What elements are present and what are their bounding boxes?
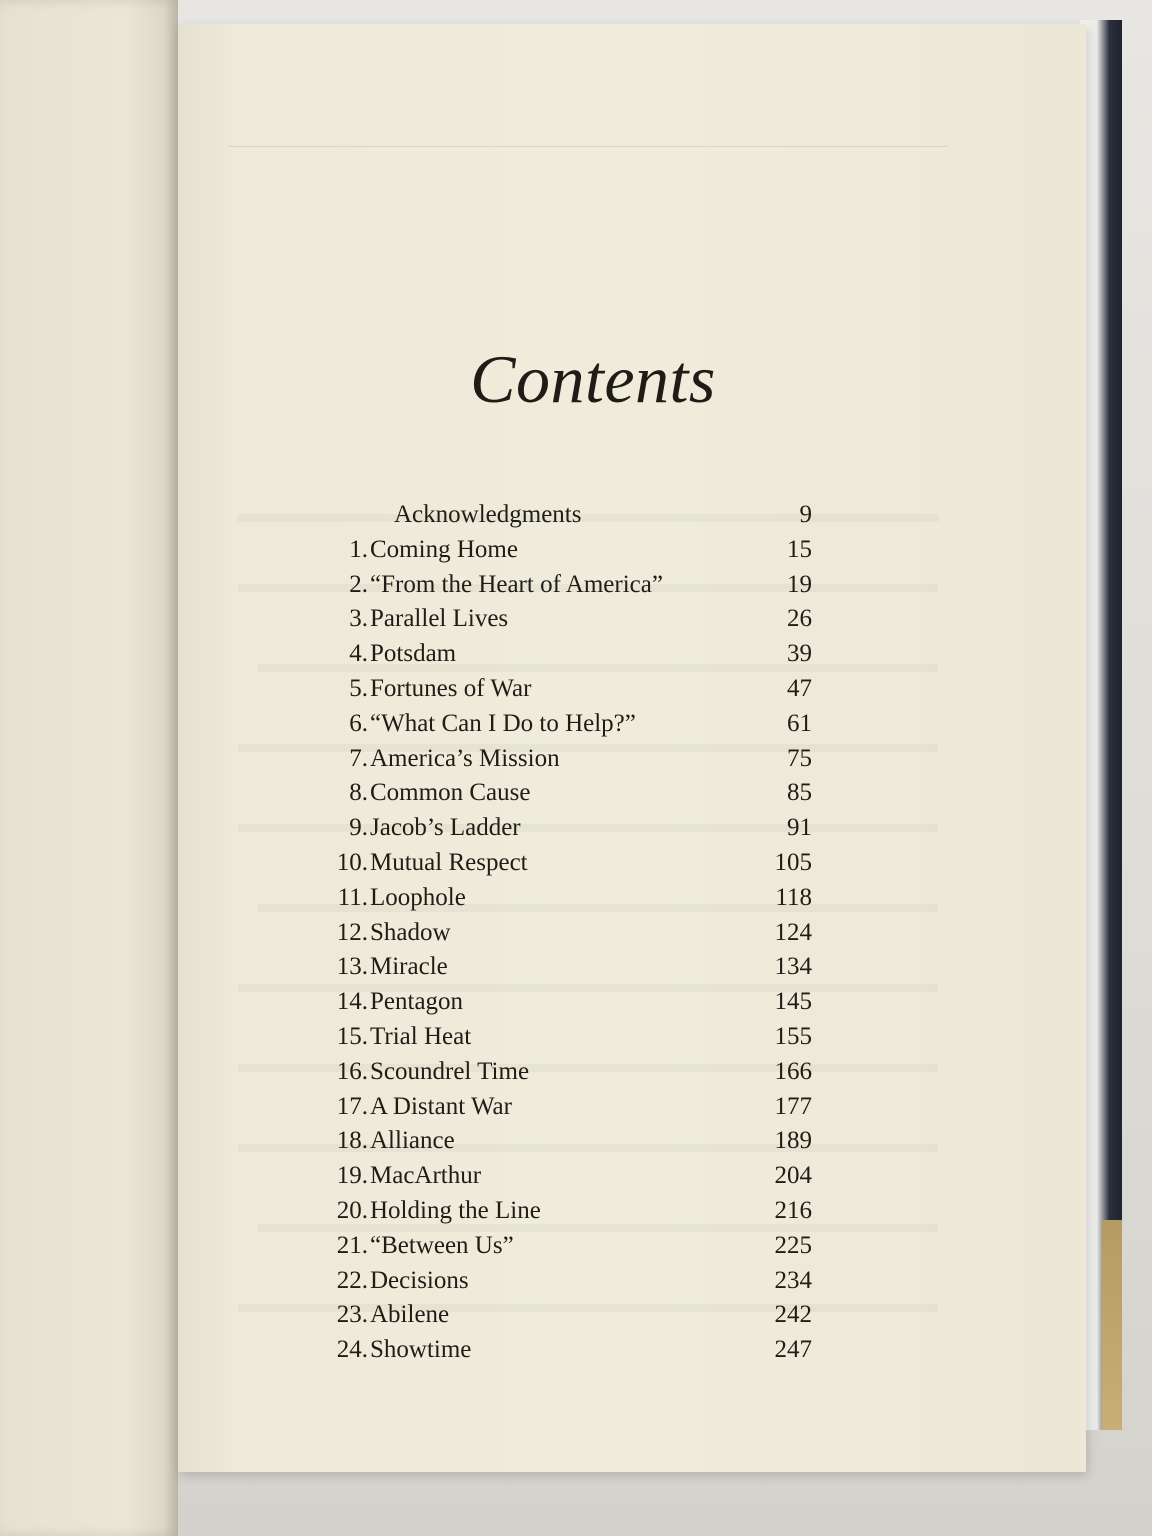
chapter-number: 20. (336, 1196, 368, 1224)
page-number: 216 (774, 1196, 812, 1224)
ghost-header-rule (228, 146, 948, 147)
chapter-number: 9. (349, 814, 368, 842)
chapter-number: 7. (349, 744, 368, 772)
page-number: 204 (774, 1162, 812, 1190)
toc-entry (328, 1264, 828, 1299)
toc-entry (328, 602, 828, 637)
left-facing-page (0, 0, 178, 1536)
chapter-number: 19. (336, 1162, 368, 1190)
page-number: 118 (775, 883, 812, 911)
chapter-title: MacArthur (370, 1162, 482, 1190)
toc-entry (328, 1333, 828, 1368)
toc-entry (328, 916, 828, 951)
chapter-number: 24. (336, 1336, 368, 1364)
chapter-number: 10. (336, 848, 368, 876)
page-number: 9 (799, 501, 812, 528)
chapter-title: Fortunes of War (370, 674, 532, 702)
table-of-contents (328, 498, 828, 1368)
chapter-number: 15. (336, 1022, 368, 1050)
chapter-title: Miracle (370, 953, 448, 981)
page-number: 145 (774, 988, 812, 1016)
page-number: 26 (787, 605, 812, 633)
chapter-number: 21. (336, 1231, 368, 1259)
toc-entry (328, 985, 828, 1020)
page-number: 155 (774, 1022, 812, 1050)
toc-entry (328, 776, 828, 811)
page-number: 85 (787, 779, 812, 807)
toc-entry (328, 1229, 828, 1264)
page-number: 166 (774, 1057, 812, 1085)
chapter-number: 11. (337, 883, 368, 911)
chapter-number: 8. (349, 779, 368, 807)
toc-entry (328, 811, 828, 846)
chapter-number: 13. (336, 953, 368, 981)
chapter-title: Decisions (370, 1266, 469, 1294)
chapter-title: Shadow (370, 918, 451, 946)
chapter-number: 23. (336, 1301, 368, 1329)
toc-entry (328, 1159, 828, 1194)
page-number: 19 (787, 570, 812, 598)
chapter-number: 6. (349, 709, 368, 737)
chapter-title: Loophole (370, 883, 466, 911)
chapter-title: Jacob’s Ladder (370, 814, 521, 842)
toc-entry (328, 568, 828, 603)
toc-entry (328, 1124, 828, 1159)
page-number: 39 (787, 640, 812, 668)
chapter-title: Holding the Line (370, 1196, 541, 1224)
chapter-title: Potsdam (370, 640, 457, 668)
page-number: 15 (787, 535, 812, 563)
chapter-number: 22. (336, 1266, 368, 1294)
chapter-title: “What Can I Do to Help?” (370, 709, 636, 737)
page-number: 61 (787, 709, 812, 737)
toc-entry (328, 637, 828, 672)
toc-entry (328, 533, 828, 568)
page-number: 242 (774, 1301, 812, 1329)
chapter-number: 4. (349, 640, 368, 668)
toc-entry (328, 672, 828, 707)
chapter-title: “Between Us” (370, 1231, 514, 1259)
chapter-title: Scoundrel Time (370, 1057, 530, 1085)
page-number: 225 (774, 1231, 812, 1259)
chapter-number: 16. (336, 1057, 368, 1085)
chapter-title: Alliance (370, 1127, 455, 1155)
toc-entry (328, 881, 828, 916)
toc-entry (328, 1090, 828, 1125)
chapter-title: Common Cause (370, 779, 531, 807)
chapter-title: Parallel Lives (370, 605, 509, 633)
chapter-number: 1. (349, 535, 368, 563)
page-number: 189 (774, 1127, 812, 1155)
toc-entry (328, 846, 828, 881)
contents-page (178, 24, 1086, 1472)
chapter-title: Trial Heat (370, 1022, 472, 1050)
page-title: Contents (470, 341, 716, 417)
chapter-title: America’s Mission (370, 744, 560, 772)
chapter-number: 18. (336, 1127, 368, 1155)
page-number: 124 (774, 918, 812, 946)
chapter-number: 12. (336, 918, 368, 946)
chapter-title: Abilene (370, 1301, 450, 1329)
chapter-title: Pentagon (370, 988, 464, 1016)
toc-entry (328, 498, 828, 533)
chapter-number: 14. (336, 988, 368, 1016)
chapter-title: Coming Home (370, 535, 518, 563)
page-number: 75 (787, 744, 812, 772)
chapter-number: 17. (336, 1092, 368, 1120)
page-number: 234 (774, 1266, 812, 1294)
page-number: 105 (774, 848, 812, 876)
page-number: 134 (774, 953, 812, 981)
toc-entry (328, 1020, 828, 1055)
toc-entry (328, 1298, 828, 1333)
chapter-title: Showtime (370, 1336, 472, 1364)
chapter-title: Acknowledgments (394, 501, 582, 528)
chapter-number: 5. (349, 674, 368, 702)
toc-entry (328, 1055, 828, 1090)
toc-entry (328, 742, 828, 777)
chapter-title: Mutual Respect (370, 848, 528, 876)
toc-entry (328, 950, 828, 985)
chapter-title: “From the Heart of America” (370, 570, 663, 598)
page-number: 177 (774, 1092, 812, 1120)
toc-entry (328, 707, 828, 742)
page-number: 47 (787, 674, 812, 702)
book-cover-edge (1080, 20, 1122, 1430)
page-number: 91 (787, 814, 812, 842)
chapter-number: 3. (349, 605, 368, 633)
page-number: 247 (774, 1336, 812, 1364)
chapter-number: 2. (349, 570, 368, 598)
toc-entry (328, 1194, 828, 1229)
chapter-title: A Distant War (370, 1092, 512, 1120)
